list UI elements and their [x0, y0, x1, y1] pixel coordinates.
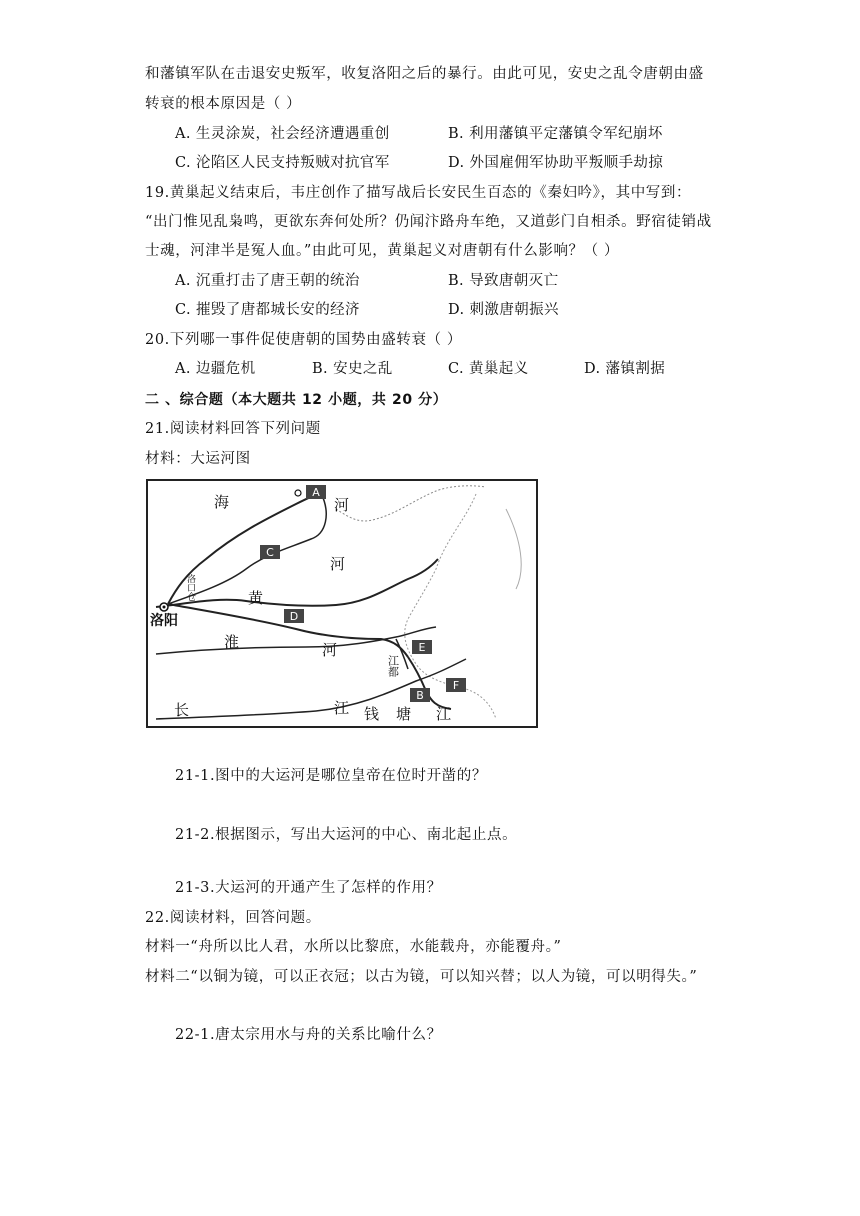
q22-sub1: 22-1.唐太宗用水与舟的关系比喻什么？	[175, 1027, 442, 1043]
q19-option-b[interactable]: B. 导致唐朝灭亡	[448, 273, 559, 289]
q21-stem: 21.阅读材料回答下列问题	[145, 421, 321, 437]
q22-stem: 22.阅读材料，回答问题。	[145, 910, 321, 926]
map-marker-e	[412, 640, 432, 654]
svg-text:D: D	[289, 610, 299, 623]
svg-text:E: E	[418, 641, 426, 654]
q18-option-b[interactable]: B. 利用藩镇平定藩镇令军纪崩坏	[448, 126, 663, 142]
map-marker-a	[306, 485, 326, 499]
q21-material-caption: 材料：大运河图	[145, 451, 251, 467]
q21-sub3: 21-3.大运河的开通产生了怎样的作用？	[175, 880, 442, 896]
map-label-he3: 河	[322, 641, 338, 659]
map-marker-d	[284, 609, 304, 623]
q19-stem-line3: 士魂，河津半是冤人血。”由此可见，黄巢起义对唐朝有什么影响？（ ）	[145, 243, 620, 259]
luoyang-dot	[163, 606, 166, 609]
svg-text:A: A	[312, 486, 320, 499]
map-label-jiang1: 江	[334, 699, 350, 717]
q19-option-d[interactable]: D. 刺激唐朝振兴	[448, 302, 559, 318]
map-label-huang: 黄	[248, 589, 264, 607]
q20-option-d[interactable]: D. 藩镇割据	[584, 361, 666, 377]
q18-option-c[interactable]: C. 沦陷区人民支持叛贼对抗官军	[175, 155, 390, 171]
q18-stem-line1: 和藩镇军队在击退安史叛军，收复洛阳之后的暴行。由此可见，安史之乱令唐朝由盛	[145, 66, 704, 82]
q20-stem: 20.下列哪一事件促使唐朝的国势由盛转衰（ ）	[145, 332, 462, 348]
q22-material2: 材料二“以铜为镜，可以正衣冠；以古为镜，可以知兴替；以人为镜，可以明得失。”	[145, 969, 698, 985]
svg-text:C: C	[266, 546, 274, 559]
q19-option-a[interactable]: A. 沉重打击了唐王朝的统治	[175, 273, 360, 289]
q21-sub2: 21-2.根据图示，写出大运河的中心、南北起止点。	[175, 827, 518, 843]
q22-material1: 材料一“舟所以比人君，水所以比黎庶，水能载舟，亦能覆舟。”	[145, 939, 562, 955]
map-label-luoyang: 洛阳	[150, 613, 178, 629]
svg-text:B: B	[416, 689, 424, 702]
map-marker-f	[446, 678, 466, 692]
map-label-tang: 塘	[396, 705, 412, 723]
q19-stem-line2: “出门惟见乱枭鸣，更欲东奔何处所？仍闻汴路舟车绝，又道彭门自相杀。野宿徒销战	[145, 214, 712, 230]
map-marker-c	[260, 545, 280, 559]
zhuojun-marker	[295, 490, 301, 496]
map-label-qian: 钱	[364, 705, 380, 723]
map-label-hai: 海	[214, 493, 230, 511]
q20-option-a[interactable]: A. 边疆危机	[175, 361, 256, 377]
map-label-chang: 长	[174, 701, 190, 719]
map-label-he1: 河	[334, 496, 350, 514]
map-label-jiang2: 江	[436, 705, 452, 723]
q18-stem-line2: 转衰的根本原因是（ ）	[145, 96, 302, 112]
map-marker-b	[410, 688, 430, 702]
q19-option-c[interactable]: C. 摧毁了唐都城长安的经济	[175, 302, 360, 318]
q19-stem-line1: 19.黄巢起义结束后，韦庄创作了描写战后长安民生百态的《秦妇吟》，其中写到：	[145, 185, 692, 201]
q18-option-d[interactable]: D. 外国雇佣军协助平叛顺手劫掠	[448, 155, 664, 171]
map-label-luokoucang: 洛口仓	[185, 574, 195, 601]
section-heading: 二 、综合题（本大题共 12 小题，共 20 分）	[145, 392, 448, 408]
q21-sub1: 21-1.图中的大运河是哪位皇帝在位时开凿的？	[175, 768, 487, 784]
map-label-jiangdu: 江都	[386, 655, 400, 677]
q18-option-a[interactable]: A. 生灵涂炭，社会经济遭遇重创	[175, 126, 390, 142]
map-label-huai: 淮	[224, 633, 240, 651]
svg-text:F: F	[452, 679, 460, 692]
q20-option-c[interactable]: C. 黄巢起义	[448, 361, 529, 377]
grand-canal-map	[146, 479, 538, 728]
map-label-he2: 河	[330, 555, 346, 573]
q20-option-b[interactable]: B. 安史之乱	[312, 361, 393, 377]
